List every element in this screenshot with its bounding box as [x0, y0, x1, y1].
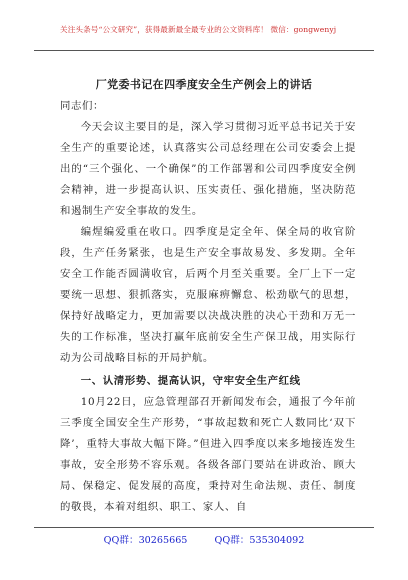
body-paragraph: 10月22日，应急管理部召开新闻发布会，通报了今年前三季度全国安全生产形势，“事故起数和死亡人数同比‘双下降’，重特大事故大幅下降。”但进入四季度以来多地接连发生事故，安全形势不容乐观。各级各部门要站在讲政治、顾大局、保稳定、促发展的高度，秉持对生命法规、责任、制度的敬畏，本着对组织、职工、家人、自: [60, 396, 356, 513]
document-body: [60, 96, 356, 518]
footer-divider: [34, 527, 374, 528]
footer: [0, 532, 408, 546]
footer-qq-group-2: QQ群：535304092: [214, 535, 305, 546]
header-banner: 关注头条号“公文研究”，获得最新最全最专业的公文资料库！ 微信：gongwenyj: [60, 25, 337, 34]
document-title: 厂党委书记在四季度安全生产例会上的讲话: [95, 78, 313, 91]
footer-qq-group-1: QQ群：30265665: [103, 535, 188, 546]
section-heading: 一、认清形势、提高认识，守牢安全生产红线: [80, 375, 301, 387]
salutation: 同志们：: [60, 100, 104, 112]
header-divider: [34, 50, 374, 51]
body-paragraph: 今天会议主要目的是，深入学习贯彻习近平总书记关于安全生产的重要论述，认真落实公司总经理在公司安委会上提出的“三个强化、一个确保”的工作部署和公司四季度安全例会精神，进一步提高认识、压实责任、强化措施，坚决防范和遏制生产安全事故的发生。: [60, 121, 356, 217]
body-paragraph: 编煋编爱重在收口。四季度是定全年、保全局的收官阶段，生产任务紧张，也是生产安全事故易发、多发期。全年安全工作能否圆满收官，后两个月至关重要。全厂上下一定要统一思想、狠抓落实，克服麻痹懈怠、松劲歇气的思想，保持好战略定力，更加需要以决战决胜的决心干劲和万无一失的工作标准，坚决打赢年底前安全生产保卫战，用实际行动为公司战略目标的开局护航。: [60, 226, 356, 364]
